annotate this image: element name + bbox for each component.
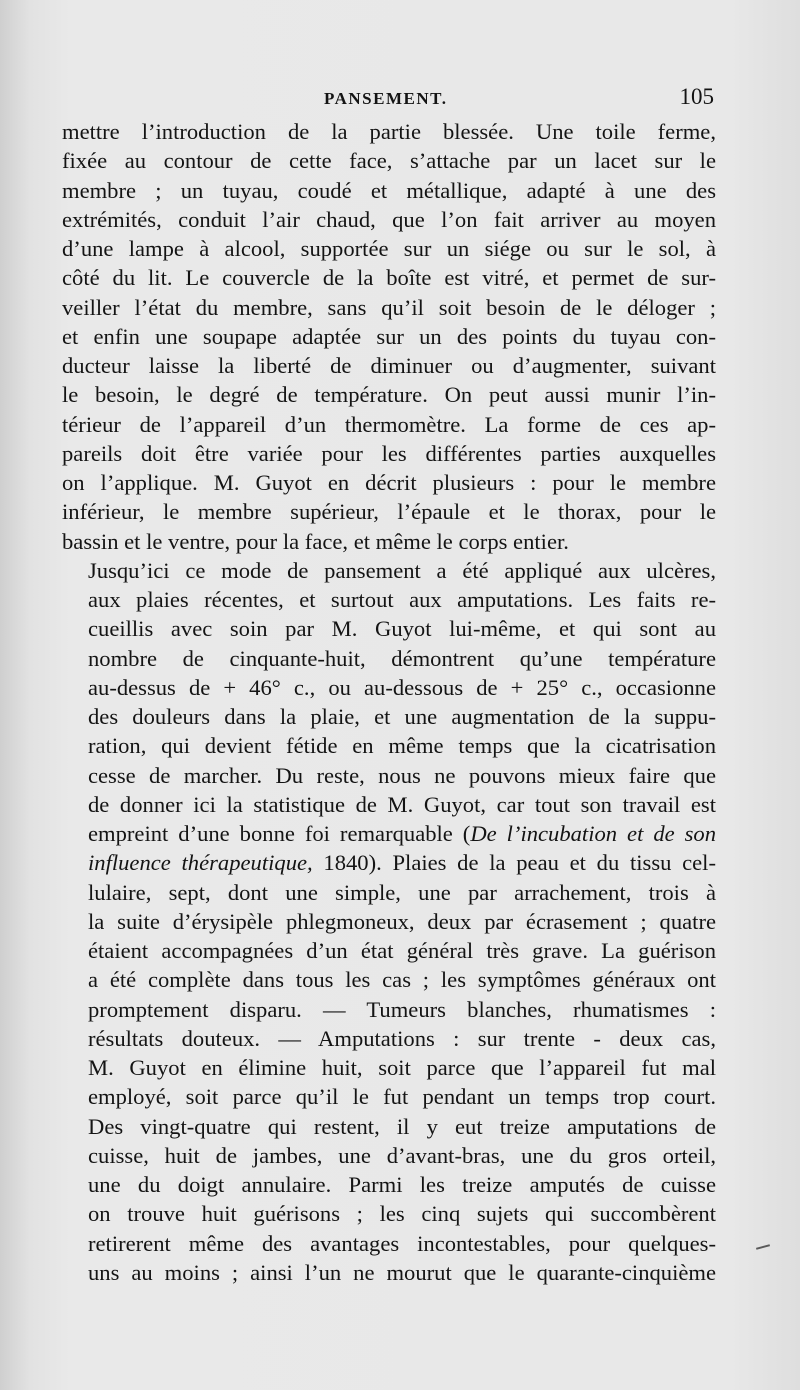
running-head: PANSEMENT. [324, 89, 448, 108]
text-line: retirerent même des avantages incontestables, pour quelques- [88, 1230, 716, 1256]
book-title-italic: influence thérapeutique, [88, 850, 313, 876]
text-line: une du doigt annulaire. Parmi les treize amputés de cuisse [88, 1172, 716, 1197]
text-line: ducteur laisse la liberté de diminuer ou d’augmenter, suivant [62, 353, 716, 378]
text-line: cesse de marcher. Du reste, nous ne pouvons mieux faire que [88, 762, 716, 788]
text-line: promptement disparu. — Tumeurs blanches, rhumatismes : [88, 996, 716, 1022]
page-header [62, 86, 714, 116]
text-line: on trouve huit guérisons ; les cinq sujets qui succombèrent [88, 1201, 716, 1227]
text-run: empreint d’une bonne foi remarquable ( [88, 821, 471, 846]
text-line: de donner ici la statistique de M. Guyot, car tout son travail est [88, 791, 716, 817]
body-text [62, 117, 716, 1287]
margin-mark [756, 1244, 770, 1250]
text-line: résultats douteux. — Amputations : sur trente - deux cas, [88, 1025, 716, 1051]
book-title-italic: De l’incubation et de son [470, 821, 716, 846]
text-line: membre ; un tuyau, coudé et métallique, adapté à une des [62, 177, 716, 203]
text-line: mettre l’introduction de la partie blessée. Une toile ferme, [62, 119, 716, 144]
text-line: d’une lampe à alcool, supportée sur un siége ou sur le sol, à [62, 236, 716, 261]
text-line: cuisse, huit de jambes, une d’avant-bras, une du gros orteil, [88, 1142, 716, 1168]
text-line: ration, qui devient fétide en même temps que la cicatrisation [88, 733, 716, 759]
text-line: extrémités, conduit l’air chaud, que l’on fait arriver au moyen [62, 206, 716, 232]
page-number: 105 [679, 84, 714, 109]
text-line: veiller l’état du membre, sans qu’il soit besoin de le déloger ; [62, 294, 716, 320]
paragraph-2 [62, 556, 716, 1287]
text-line: a été complète dans tous les cas ; les symptômes généraux ont [88, 967, 716, 993]
text-line: pareils doit être variée pour les différentes parties auxquelles [62, 440, 716, 466]
text-line: étaient accompagnées d’un état général très grave. La guérison [88, 938, 716, 963]
text-line-with-italic [62, 819, 716, 848]
text-line: des douleurs dans la plaie, et une augmentation de la suppu- [88, 704, 716, 729]
text-line: inférieur, le membre supérieur, l’épaule et le thorax, pour le [62, 499, 716, 525]
text-line: Jusqu’ici ce mode de pansement a été appliqué aux ulcères, [88, 557, 716, 583]
text-line-with-italic [62, 848, 716, 877]
text-line: uns au moins ; ainsi l’un ne mourut que le quarante-cinquième [88, 1259, 716, 1285]
text-line: et enfin une soupape adaptée sur un des points du tuyau con- [62, 323, 716, 349]
text-line: bassin et le ventre, pour la face, et même le corps entier. [62, 528, 569, 554]
text-line: térieur de l’appareil d’un thermomètre. La forme de ces ap- [62, 411, 716, 437]
text-line: au-dessus de + 46° c., ou au-dessous de + 25° c., occasionne [88, 674, 716, 700]
text-line: le besoin, le degré de température. On peut aussi munir l’in- [62, 382, 716, 408]
text-line: côté du lit. Le couvercle de la boîte est vitré, et permet de sur- [62, 265, 716, 291]
text-line: M. Guyot en élimine huit, soit parce que l’appareil fut mal [88, 1055, 716, 1080]
text-line: Des vingt-quatre qui restent, il y eut treize amputations de [88, 1113, 716, 1139]
text-line: on l’applique. M. Guyot en décrit plusieurs : pour le membre [62, 470, 716, 495]
text-line: fixée au contour de cette face, s’attache par un lacet sur le [62, 148, 716, 174]
text-line: nombre de cinquante-huit, démontrent qu’une température [88, 645, 716, 671]
text-run: 1840). Plaies de la peau et du tissu cel- [312, 850, 716, 876]
text-line: cueillis avec soin par M. Guyot lui-même, et qui sont au [88, 616, 716, 642]
text-line: la suite d’érysipèle phlegmoneux, deux par écrasement ; quatre [88, 908, 716, 934]
paragraph-1 [62, 117, 716, 556]
text-line: employé, soit parce qu’il le fut pendant un temps trop court. [88, 1084, 716, 1110]
text-line: lulaire, sept, dont une simple, une par arrachement, trois à [88, 879, 716, 905]
text-line: aux plaies récentes, et surtout aux amputations. Les faits re- [88, 587, 716, 612]
